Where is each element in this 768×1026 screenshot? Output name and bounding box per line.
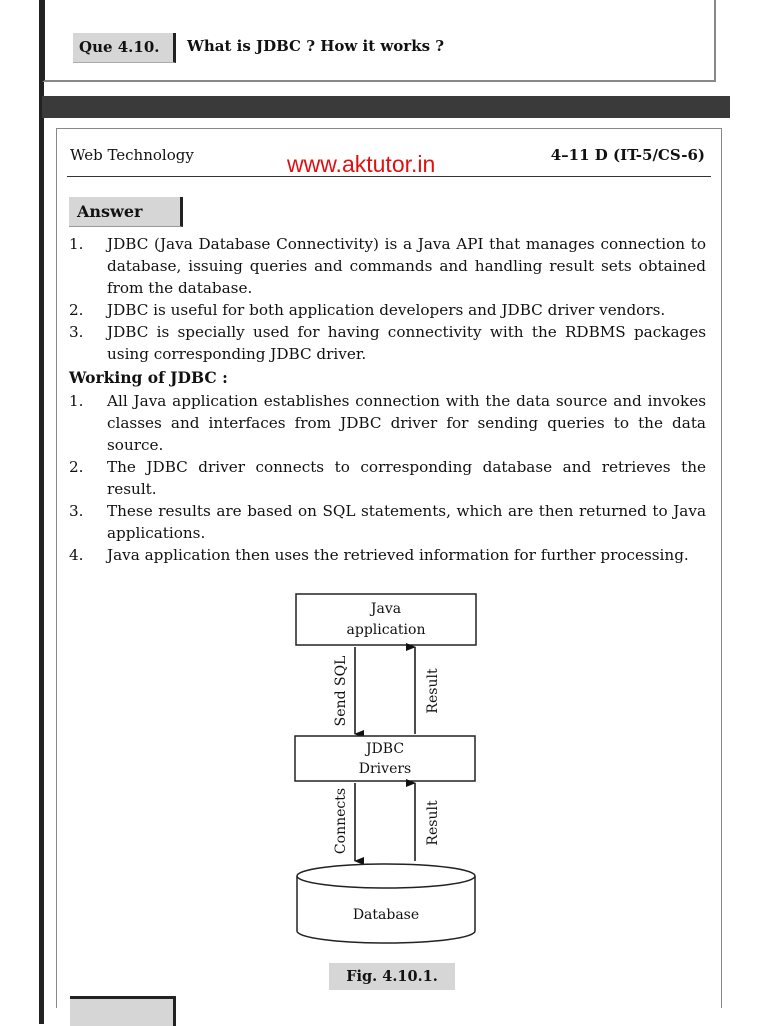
list-item: 4. Java application then uses the retrieved information for further processing. [69, 546, 689, 564]
list-item: 3. JDBC is specially used for having connectivity with the RDBMS packages using corresponding JDBC driver. [69, 323, 706, 363]
running-header-title: Web Technology [70, 146, 194, 164]
list-item: 2. JDBC is useful for both application developers and JDBC driver vendors. [69, 301, 666, 319]
result-label-2: Result [425, 800, 441, 846]
page-separator-bar [42, 96, 730, 118]
result-label-1: Result [425, 668, 441, 714]
database-cylinder [297, 864, 475, 943]
jdbc-drivers-label-2: Drivers [358, 761, 412, 777]
page-number: 4–11 D (IT-5/CS-6) [550, 146, 705, 164]
question-card [42, 0, 716, 82]
figure-caption: Fig. 4.10.1. [329, 963, 455, 990]
connects-label: Connects [333, 787, 349, 855]
question-text: What is JDBC ? How it works ? [187, 37, 445, 55]
left-margin-rule [39, 0, 44, 1024]
site-watermark[interactable]: www.aktutor.in [287, 151, 436, 177]
answer-list [69, 233, 706, 365]
jdbc-drivers-label-1: JDBC [365, 741, 405, 757]
list-item: 1. JDBC (Java Database Connectivity) is a Java API that manages connection to database, issuing queries and commands and handling result sets obtained from the database. [69, 235, 706, 297]
java-application-label-2: application [346, 622, 426, 638]
header-divider [67, 176, 711, 177]
jdbc-diagram [237, 591, 547, 951]
java-application-label-1: Java [370, 601, 402, 617]
working-list [69, 390, 706, 566]
next-question-label [70, 996, 176, 1026]
database-label: Database [352, 907, 420, 923]
question-label: Que 4.10. [73, 33, 176, 63]
send-sql-label: Send SQL [333, 655, 349, 727]
working-heading: Working of JDBC : [69, 368, 228, 387]
next-question-rule [70, 996, 173, 999]
document-page [56, 128, 722, 1008]
answer-heading: Answer [69, 197, 183, 227]
list-item: 1. All Java application establishes connection with the data source and invokes classes and interfaces from JDBC driver for sending queries to the data source. [69, 392, 706, 454]
list-item: 2. The JDBC driver connects to corresponding database and retrieves the result. [69, 458, 706, 498]
list-item: 3. These results are based on SQL statements, which are then returned to Java applications. [69, 502, 706, 542]
